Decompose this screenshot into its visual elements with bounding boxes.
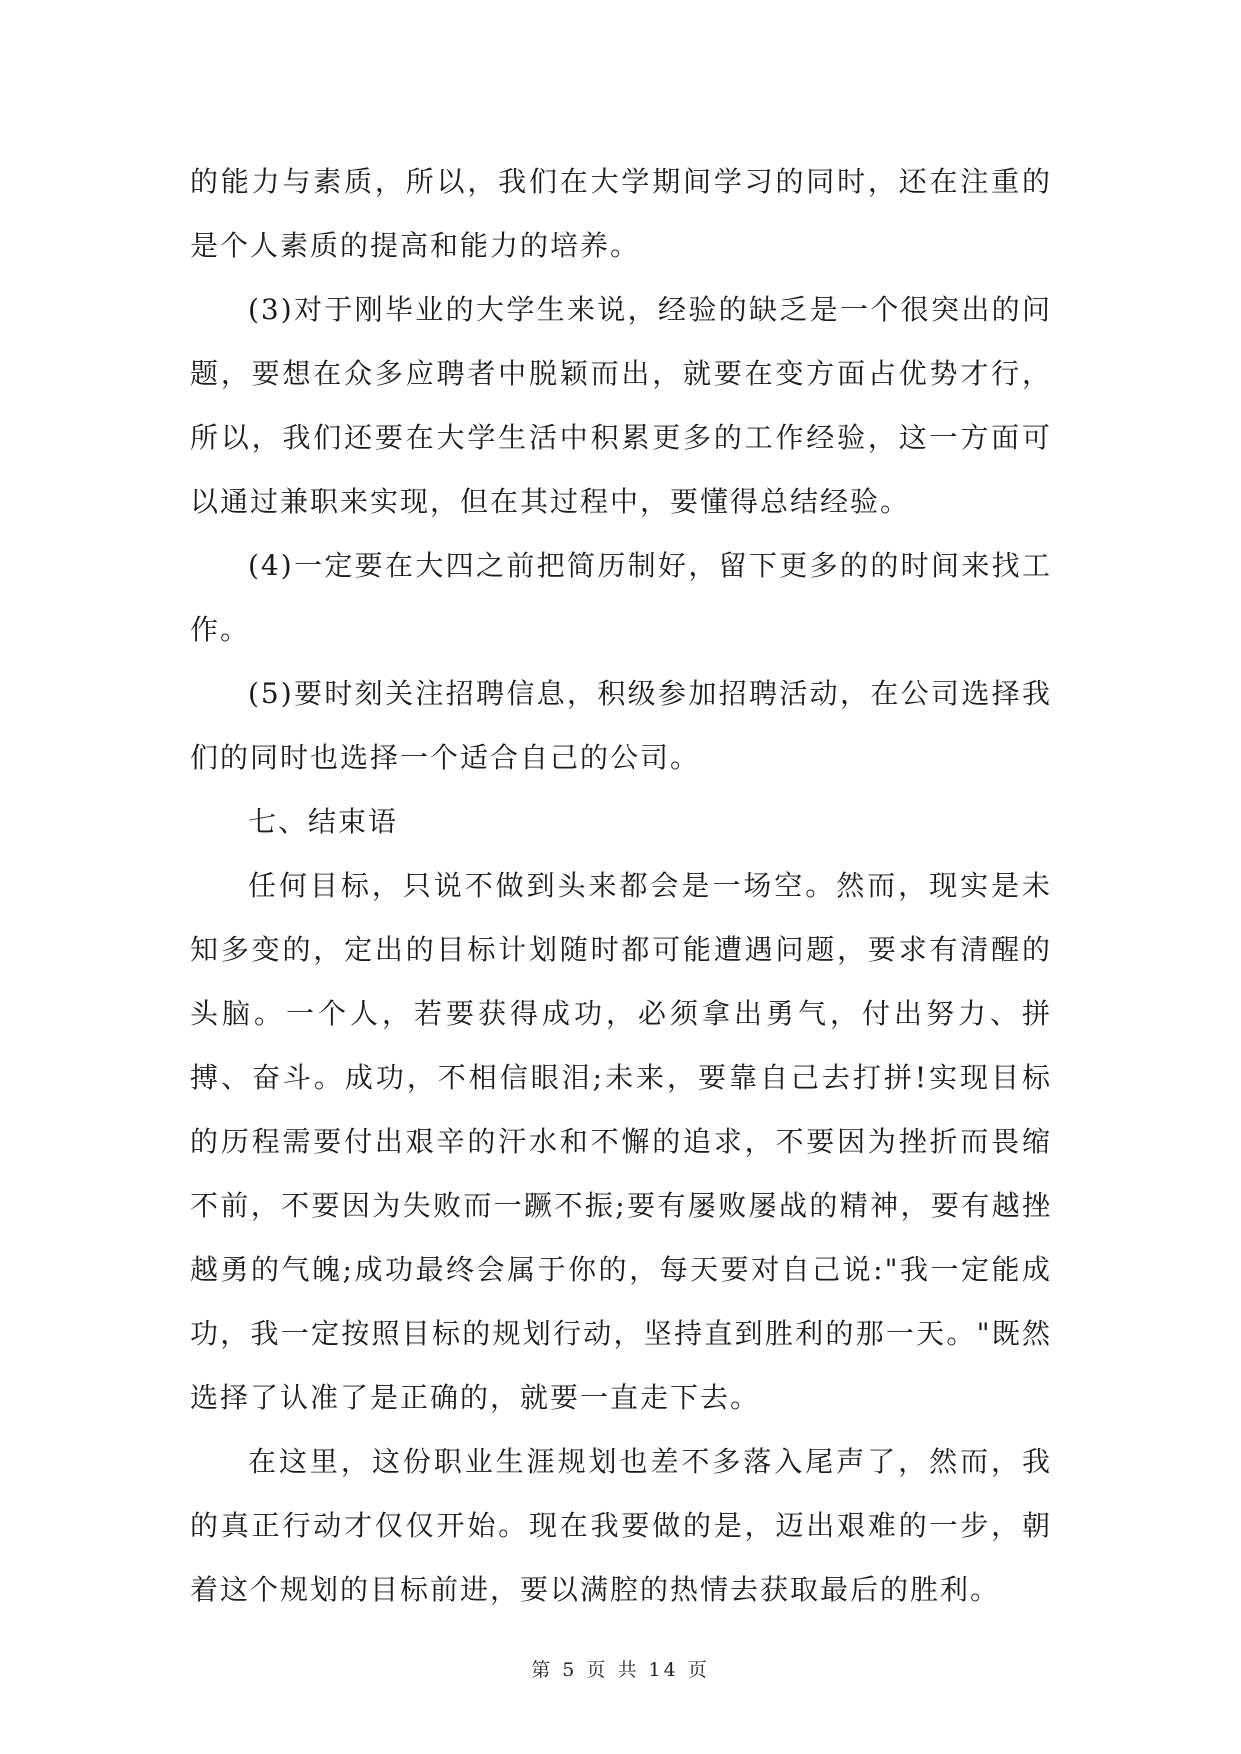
section-heading-conclusion: 七、结束语 xyxy=(248,805,399,838)
page-number: 第 5 页 共 14 页 xyxy=(531,1659,710,1681)
body-text xyxy=(190,150,1052,1622)
paragraph-continuation: 的能力与素质，所以，我们在大学期间学习的同时，还在注重的是个人素质的提高和能力的培养。 xyxy=(190,165,1052,262)
paragraph-conclusion-2: 在这里，这份职业生涯规划也差不多落入尾声了，然而，我的真正行动才仅仅开始。现在我要做的是，迈出艰难的一步，朝着这个规划的目标前进，要以满腔的热情去获取最后的胜利。 xyxy=(190,1445,1052,1606)
paragraph-item-4: (4)一定要在大四之前把简历制好，留下更多的的时间来找工作。 xyxy=(190,549,1052,646)
paragraph-item-3: (3)对于刚毕业的大学生来说，经验的缺乏是一个很突出的问题，要想在众多应聘者中脱颖而出，就要在变方面占优势才行，所以，我们还要在大学生活中积累更多的工作经验，这一方面可以通过兼职来实现，但在其过程中，要懂得总结经验。 xyxy=(190,293,1052,518)
paragraph-conclusion-1: 任何目标，只说不做到头来都会是一场空。然而，现实是未知多变的，定出的目标计划随时都可能遭遇问题，要求有清醒的头脑。一个人，若要获得成功，必须拿出勇气，付出努力、拼搏、奋斗。成功，不相信眼泪;未来，要靠自己去打拼!实现目标的历程需要付出艰辛的汗水和不懈的追求，不要因为挫折而畏缩不前，不要因为失败而一蹶不振;要有屡败屡战的精神，要有越挫越勇的气魄;成功最终会属于你的，每天要对自己说:"我一定能成功，我一定按照目标的规划行动，坚持直到胜利的那一天。"既然选择了认准了是正确的，就要一直走下去。 xyxy=(190,869,1052,1414)
paragraph-item-5: (5)要时刻关注招聘信息，积级参加招聘活动，在公司选择我们的同时也选择一个适合自己的公司。 xyxy=(190,677,1052,774)
